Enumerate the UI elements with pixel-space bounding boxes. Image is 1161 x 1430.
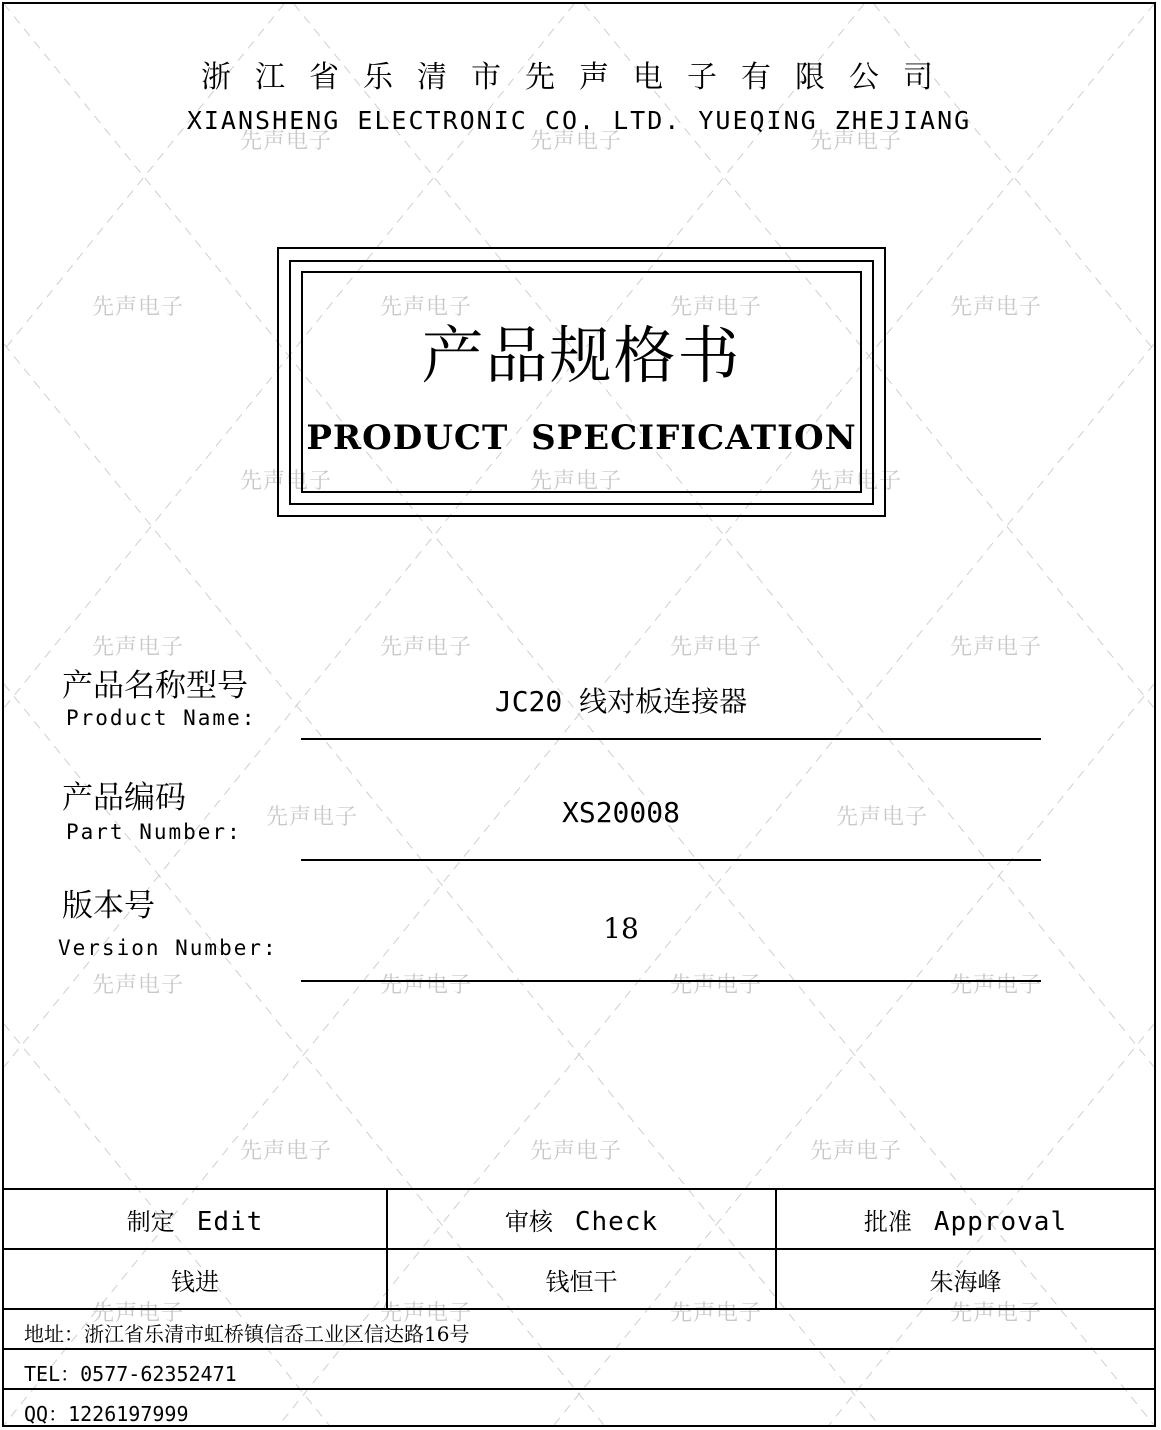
part-number-value: XS20008 bbox=[561, 796, 680, 829]
watermark-text: 先声电子 bbox=[950, 1301, 1043, 1326]
watermark-text: 先声电子 bbox=[836, 805, 929, 830]
document-title-cn: 产品规格书 bbox=[421, 319, 742, 392]
part-number-underline bbox=[301, 859, 1041, 861]
watermark-text: 先声电子 bbox=[530, 469, 623, 494]
check-label-cn: 审核 bbox=[504, 1207, 553, 1236]
address-row bbox=[4, 1310, 1154, 1350]
address-text: 地址：浙江省乐清市虹桥镇信岙工业区信达路16号 bbox=[24, 1322, 470, 1346]
watermark-text: 先声电子 bbox=[530, 1139, 623, 1164]
edit-signer-name: 钱进 bbox=[171, 1267, 219, 1296]
version-label-en: Version Number: bbox=[58, 936, 278, 960]
check-signer-cell bbox=[387, 1249, 776, 1309]
watermark-text: 先声电子 bbox=[950, 635, 1043, 660]
check-label-en: Check bbox=[574, 1206, 659, 1237]
edit-signer-cell bbox=[4, 1249, 387, 1309]
tel-text: TEL：0577-62352471 bbox=[24, 1362, 237, 1386]
product-name-label-en: Product Name: bbox=[66, 706, 257, 730]
product-name-label-cn: 产品名称型号 bbox=[62, 668, 248, 704]
watermark-text: 先声电子 bbox=[950, 295, 1043, 320]
watermark-text: 先声电子 bbox=[240, 129, 333, 154]
check-header-cell bbox=[387, 1189, 776, 1249]
product-name-underline bbox=[301, 738, 1041, 740]
company-name-en: XIANSHENG ELECTRONIC CO. LTD. YUEQING ZHEJIANG bbox=[186, 106, 972, 135]
version-underline bbox=[301, 980, 1041, 982]
approval-label-en: Approval bbox=[933, 1206, 1068, 1237]
watermark-text: 先声电子 bbox=[92, 635, 185, 660]
spec-sheet bbox=[2, 2, 1156, 1427]
watermark-text: 先声电子 bbox=[810, 1139, 903, 1164]
watermark-text: 先声电子 bbox=[950, 973, 1043, 998]
watermark-text: 先声电子 bbox=[92, 1301, 185, 1326]
approval-signer-name: 朱海峰 bbox=[929, 1267, 1002, 1296]
watermark-text: 先声电子 bbox=[670, 1301, 763, 1326]
watermark-text: 先声电子 bbox=[530, 129, 623, 154]
signoff-header-row bbox=[4, 1189, 1154, 1249]
qq-text: QQ：1226197999 bbox=[24, 1402, 189, 1426]
check-signer-name: 钱恒干 bbox=[545, 1267, 618, 1296]
version-label-cn: 版本号 bbox=[62, 888, 155, 924]
edit-label-en: Edit bbox=[196, 1206, 264, 1237]
signoff-names-row bbox=[4, 1249, 1154, 1309]
watermark-text: 先声电子 bbox=[670, 973, 763, 998]
watermark-text: 先声电子 bbox=[670, 635, 763, 660]
watermark-text: 先声电子 bbox=[810, 129, 903, 154]
document-title-en: PRODUCT SPECIFICATION bbox=[306, 418, 857, 458]
edit-label-cn: 制定 bbox=[126, 1207, 175, 1236]
watermark-text: 先声电子 bbox=[380, 1301, 473, 1326]
qq-row bbox=[4, 1390, 1154, 1430]
product-name-value: JC20 线对板连接器 bbox=[494, 685, 748, 718]
watermark-text: 先声电子 bbox=[380, 295, 473, 320]
watermark-text: 先声电子 bbox=[380, 973, 473, 998]
watermark-text: 先声电子 bbox=[810, 469, 903, 494]
watermark-text: 先声电子 bbox=[380, 635, 473, 660]
approval-label-cn: 批准 bbox=[863, 1207, 912, 1236]
watermark-text: 先声电子 bbox=[266, 805, 359, 830]
version-value: 18 bbox=[603, 912, 639, 945]
part-number-label-cn: 产品编码 bbox=[62, 780, 186, 816]
approval-signer-cell bbox=[776, 1249, 1154, 1309]
approval-header-cell bbox=[776, 1189, 1154, 1249]
signoff-table bbox=[4, 1188, 1154, 1310]
tel-row bbox=[4, 1350, 1154, 1390]
company-name-cn: 浙江省乐清市先声电子有限公司 bbox=[201, 60, 957, 95]
part-number-label-en: Part Number: bbox=[66, 820, 242, 844]
watermark-text: 先声电子 bbox=[240, 1139, 333, 1164]
edit-header-cell bbox=[4, 1189, 387, 1249]
watermark-text: 先声电子 bbox=[92, 973, 185, 998]
watermark-text: 先声电子 bbox=[240, 469, 333, 494]
watermark-text: 先声电子 bbox=[670, 295, 763, 320]
watermark-text: 先声电子 bbox=[92, 295, 185, 320]
